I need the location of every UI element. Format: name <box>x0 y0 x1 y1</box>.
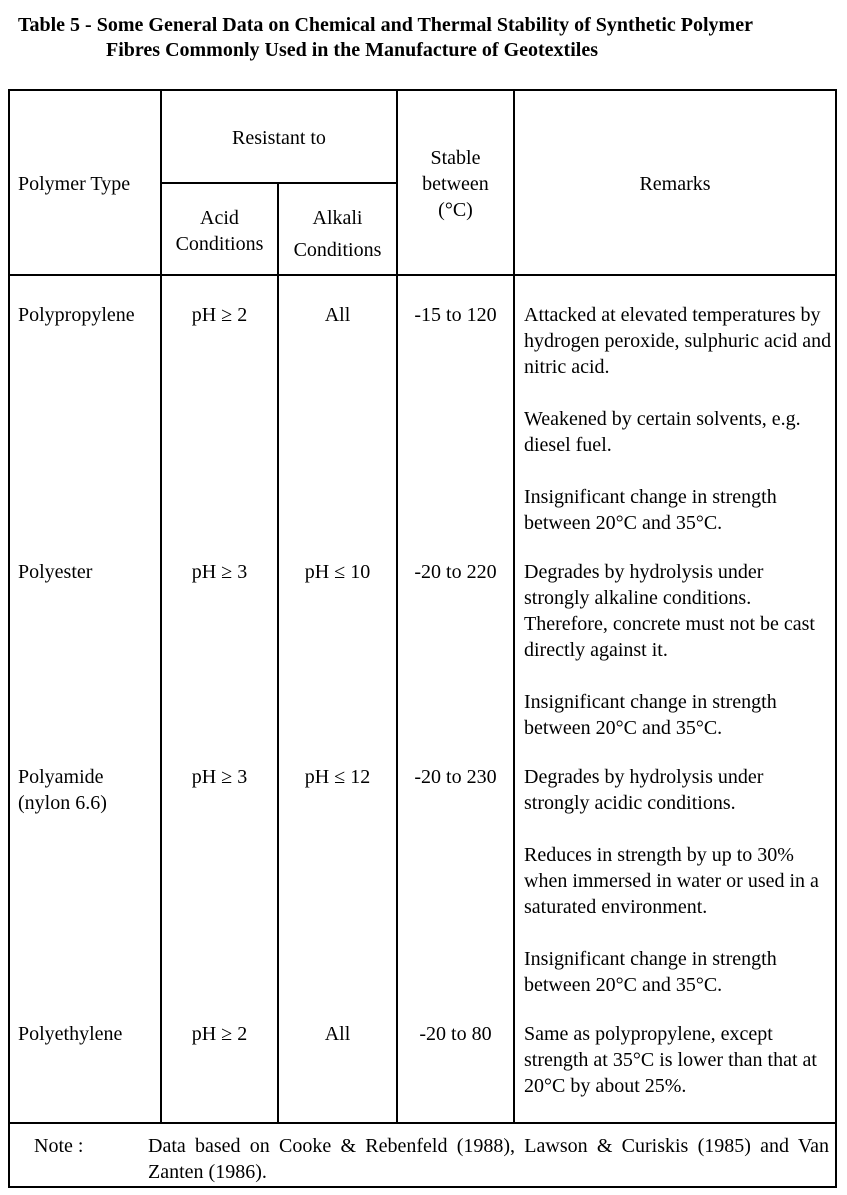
row-2-remark-1: Degrades by hydrolysis under strongly alkaline conditions. Therefore, concrete must not be cast directly against it. <box>524 561 815 661</box>
row-1-acid: pH ≥ 2 <box>191 304 248 326</box>
header-polymer-type: Polymer Type <box>18 173 131 195</box>
row-1-alkali: All <box>324 304 351 326</box>
row-4-remark-1: Same as polypropylene, except strength at 35°C is lower than that at 20°C by about 25%. <box>524 1023 817 1097</box>
header-acid-line-1: Acid <box>200 207 239 229</box>
note-text: Data based on Cooke & Rebenfeld (1988), Lawson & Curiskis (1985) and Van Zanten (1986). <box>148 1135 829 1183</box>
row-3-alkali: pH ≤ 12 <box>304 766 371 788</box>
header-stable-line-1: Stable <box>430 147 481 169</box>
row-2-polymer-line-1: Polyester <box>18 561 93 583</box>
row-3-polymer <box>18 764 158 816</box>
header-alkali-line-2: Conditions <box>293 239 382 261</box>
subheader-rule <box>160 182 398 184</box>
row-3-acid: pH ≥ 3 <box>191 766 248 788</box>
note-label: Note : <box>34 1135 84 1157</box>
row-1-remark-3: Insignificant change in strength between 20°C and 35°C. <box>524 486 777 534</box>
row-2-stable: -20 to 220 <box>414 561 497 583</box>
header-stable-between <box>398 145 513 223</box>
row-2-remarks <box>524 559 832 741</box>
note-rule <box>10 1122 835 1124</box>
header-acid-line-2: Conditions <box>175 233 264 255</box>
caption-line-1: Table 5 - Some General Data on Chemical and Thermal Stability of Synthetic Polymer <box>18 14 753 36</box>
header-alkali-conditions <box>279 202 396 266</box>
row-3-remarks <box>524 764 832 998</box>
row-4-alkali: All <box>324 1023 351 1045</box>
row-3-remark-3: Insignificant change in strength between 20°C and 35°C. <box>524 948 777 996</box>
header-acid-conditions <box>162 205 277 257</box>
header-rule <box>10 274 835 276</box>
header-resistant-to: Resistant to <box>232 127 326 149</box>
header-alkali-line-1: Alkali <box>312 207 363 229</box>
row-2-polymer <box>18 559 158 585</box>
header-stable-line-3: (°C) <box>438 199 473 221</box>
header-remarks: Remarks <box>639 173 711 195</box>
row-3-stable: -20 to 230 <box>414 766 497 788</box>
row-4-polymer-line-1: Polyethylene <box>18 1023 123 1045</box>
row-2-alkali: pH ≤ 10 <box>304 561 371 583</box>
stability-table <box>8 89 837 1188</box>
row-1-stable: -15 to 120 <box>414 304 497 326</box>
row-3-polymer-line-1: Polyamide <box>18 766 104 788</box>
row-3-remark-2: Reduces in strength by up to 30% when immersed in water or used in a saturated environment. <box>524 844 819 918</box>
row-4-remarks <box>524 1021 832 1099</box>
row-1-remarks <box>524 302 832 536</box>
row-4-stable: -20 to 80 <box>419 1023 492 1045</box>
row-1-remark-1: Attacked at elevated temperatures by hydrogen peroxide, sulphuric acid and nitric acid. <box>524 304 832 378</box>
row-1-remark-2: Weakened by certain solvents, e.g. diesel fuel. <box>524 408 801 456</box>
row-3-polymer-line-2: (nylon 6.6) <box>18 792 107 814</box>
row-4-acid: pH ≥ 2 <box>191 1023 248 1045</box>
row-1-polymer-line-1: Polypropylene <box>18 304 135 326</box>
row-2-remark-2: Insignificant change in strength between 20°C and 35°C. <box>524 691 777 739</box>
caption-line-2: Fibres Commonly Used in the Manufacture of Geotextiles <box>106 39 598 61</box>
table-caption <box>18 13 833 63</box>
row-2-acid: pH ≥ 3 <box>191 561 248 583</box>
col-divider-3 <box>396 91 398 1122</box>
col-divider-4 <box>513 91 515 1122</box>
row-1-polymer <box>18 302 158 328</box>
row-3-remark-1: Degrades by hydrolysis under strongly acidic conditions. <box>524 766 764 814</box>
header-stable-line-2: between <box>422 173 489 195</box>
row-4-polymer <box>18 1021 158 1047</box>
